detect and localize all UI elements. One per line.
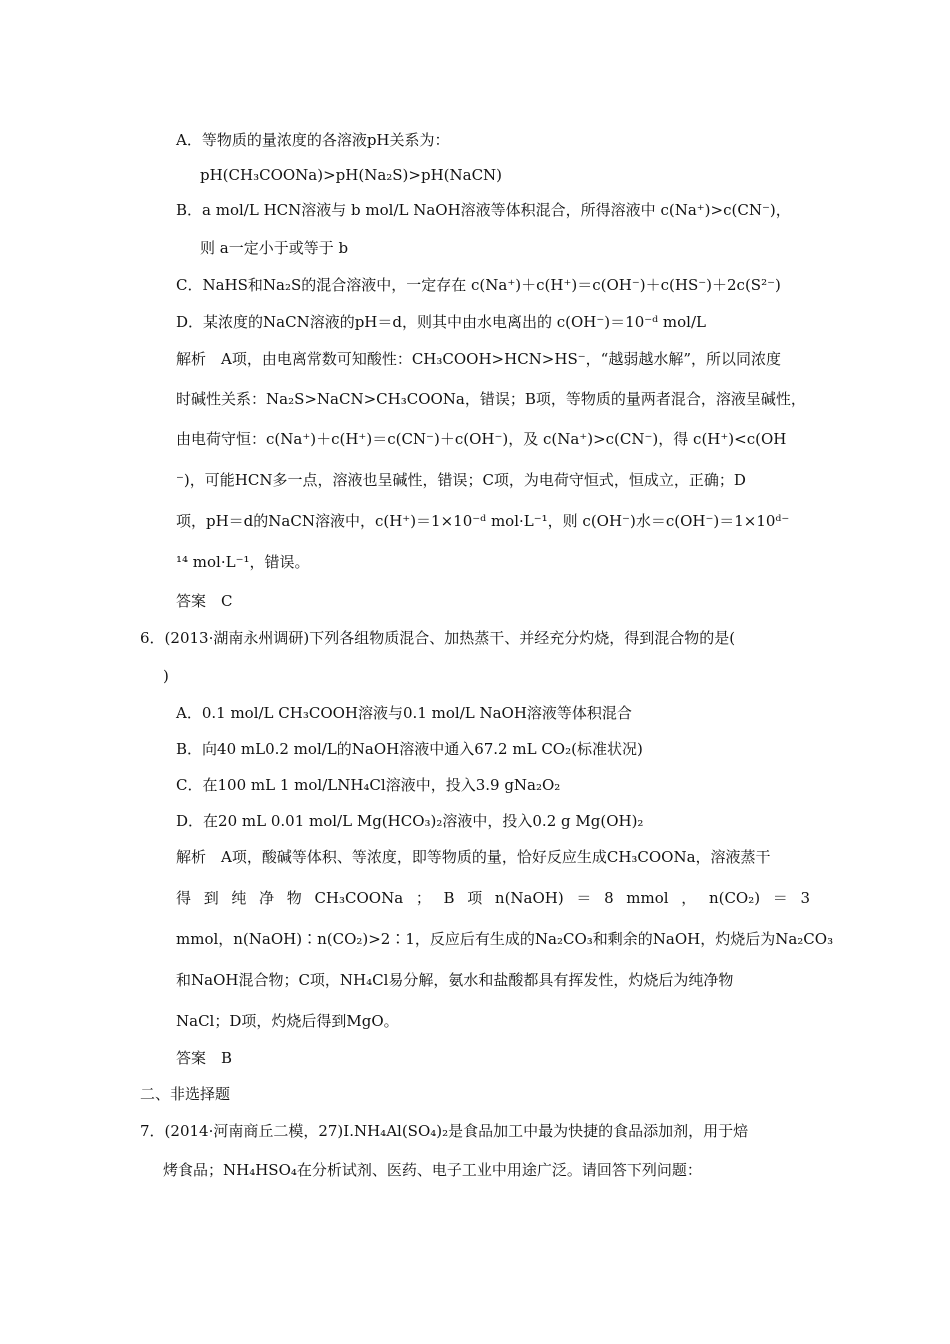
q6-analysis-word: 得 <box>176 889 192 907</box>
q6-analysis-word: mmol <box>626 889 669 907</box>
q6-option-c: C．在100 mL 1 mol/LNH₄Cl溶液中，投入3.9 gNa₂O₂ <box>176 776 561 794</box>
section-heading: 二、非选择题 <box>140 1085 231 1103</box>
q5-analysis-line: ¹⁴ mol·L⁻¹，错误。 <box>176 553 310 571</box>
q5-option-c: C．NaHS和Na₂S的混合溶液中，一定存在 c(Na⁺)＋c(H⁺)＝c(OH⁻)＋c(HS⁻)＋2c(S²⁻) <box>176 276 781 294</box>
q6-analysis-line4: 和NaOH混合物；C项，NH₄Cl易分解，氨水和盐酸都具有挥发性，灼烧后为纯净物 <box>176 971 734 989</box>
q6-analysis-word: CH₃COONa <box>314 889 404 907</box>
q6-analysis-word: n(NaOH) <box>494 889 564 907</box>
q6-analysis-word: ， <box>681 889 697 907</box>
q6-stem-line2: ) <box>163 667 169 685</box>
q6-answer: 答案 B <box>176 1049 233 1067</box>
q6-option-d: D．在20 mL 0.01 mol/L Mg(HCO₃)₂溶液中，投入0.2 g Mg(OH)₂ <box>176 812 644 830</box>
q6-analysis-word: 3 <box>800 889 810 907</box>
q6-analysis-line2 <box>176 888 810 908</box>
q6-analysis-word: ＝ <box>772 889 788 907</box>
q5-analysis-line: 项，pH＝d的NaCN溶液中，c(H⁺)＝1×10⁻ᵈ mol·L⁻¹，则 c(OH⁻)水＝c(OH⁻)＝1×10ᵈ⁻ <box>176 512 790 530</box>
q6-analysis-word: 项 <box>467 889 483 907</box>
q6-analysis-word: 到 <box>203 889 219 907</box>
q6-analysis-word: 纯 <box>231 889 247 907</box>
q7-stem-line1: 7．(2014·河南商丘二模，27)Ⅰ.NH₄Al(SO₄)₂是食品加工中最为快捷的食品添加剂，用于焙 <box>140 1122 749 1140</box>
q5-option-d: D．某浓度的NaCN溶液的pH＝d，则其中由水电离出的 c(OH⁻)＝10⁻ᵈ mol/L <box>176 313 706 331</box>
q6-option-a: A．0.1 mol/L CH₃COOH溶液与0.1 mol/L NaOH溶液等体积混合 <box>176 704 632 722</box>
q6-analysis-line5: NaCl；D项，灼烧后得到MgO。 <box>176 1012 399 1030</box>
q5-analysis-line: 由电荷守恒：c(Na⁺)＋c(H⁺)＝c(CN⁻)＋c(OH⁻)，及 c(Na⁺)>c(CN⁻)，得 c(H⁺)<c(OH <box>176 430 787 448</box>
q6-analysis-word: 物 <box>286 889 302 907</box>
q5-answer: 答案 C <box>176 592 233 610</box>
q5-analysis-line: 解析 A项，由电离常数可知酸性：CH₃COOH>HCN>HS⁻，“越弱越水解”，所以同浓度 <box>176 350 781 368</box>
q5-option-a-line2: pH(CH₃COONa)>pH(Na₂S)>pH(NaCN) <box>200 166 503 184</box>
q5-option-a-line1: A．等物质的量浓度的各溶液pH关系为： <box>176 131 450 149</box>
q7-stem-line2: 烤食品；NH₄HSO₄在分析试剂、医药、电子工业中用途广泛。请回答下列问题： <box>163 1161 702 1179</box>
q5-analysis-line: ⁻)，可能HCN多一点，溶液也呈碱性，错误；C项，为电荷守恒式，恒成立，正确；D <box>176 471 746 489</box>
q6-analysis-word: n(CO₂) <box>708 889 761 907</box>
q6-option-b: B．向40 mL0.2 mol/L的NaOH溶液中通入67.2 mL CO₂(标准状况) <box>176 740 643 758</box>
q6-stem-line1: 6．(2013·湖南永州调研)下列各组物质混合、加热蒸干、并经充分灼烧，得到混合物的是( <box>140 629 736 647</box>
q6-analysis-word: 净 <box>259 889 275 907</box>
q5-option-b-line2: 则 a一定小于或等于 b <box>200 239 349 257</box>
q6-analysis-word: B <box>443 889 455 907</box>
q6-analysis-word: ； <box>415 889 431 907</box>
q5-option-b-line1: B．a mol/L HCN溶液与 b mol/L NaOH溶液等体积混合，所得溶液中 c(Na⁺)>c(CN⁻)， <box>176 201 791 219</box>
q6-analysis-word: ＝ <box>576 889 592 907</box>
q5-analysis-line: 时碱性关系：Na₂S>NaCN>CH₃COONa，错误；B项，等物质的量两者混合，溶液呈碱性， <box>176 390 806 408</box>
q6-analysis-line1: 解析 A项，酸碱等体积、等浓度，即等物质的量，恰好反应生成CH₃COONa，溶液蒸干 <box>176 848 771 866</box>
q6-analysis-line3: mmol，n(NaOH)∶n(CO₂)>2∶1，反应后有生成的Na₂CO₃和剩余的NaOH，灼烧后为Na₂CO₃ <box>176 930 834 948</box>
q6-analysis-word: 8 <box>604 889 614 907</box>
